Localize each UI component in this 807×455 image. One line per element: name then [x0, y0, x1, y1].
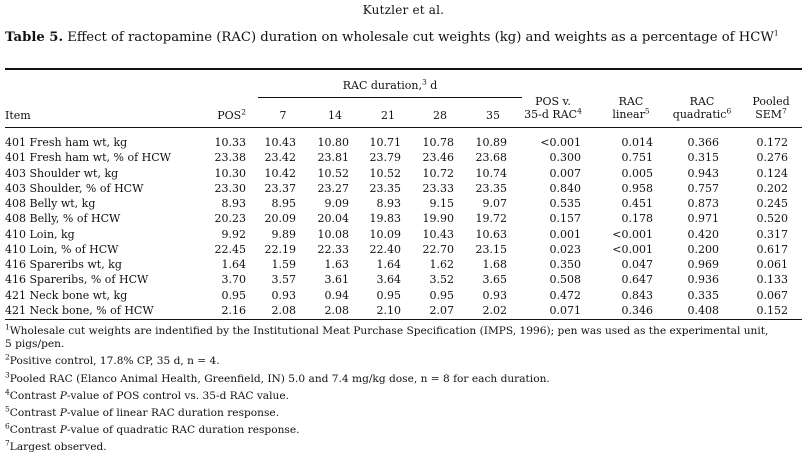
duration-header-28: 28 — [433, 109, 447, 122]
cell-d21: 22.40 — [369, 242, 401, 256]
cell-posv: 0.001 — [549, 227, 581, 241]
footnote-2: $^2$Positive control, 17.8% CP, 35 d, n = 4. — [5, 352, 220, 367]
cell-pos: 23.38 — [214, 151, 246, 165]
row-item-label: 401 Fresh ham wt, kg — [5, 136, 128, 149]
row-item-label: 408 Belly, % of HCW — [5, 212, 121, 226]
cell-posv: 0.535 — [549, 197, 581, 210]
cell-d14: 3.61 — [324, 273, 349, 287]
cell-d7: 3.57 — [271, 273, 296, 287]
cell-d35: 23.35 — [475, 181, 507, 195]
cell-sem: 0.245 — [756, 197, 788, 210]
pos-vs-header-line2: 35-d RAC$^4$ — [524, 106, 582, 121]
row-item-label: 410 Loin, % of HCW — [5, 242, 119, 256]
cell-sem: 0.133 — [756, 273, 788, 287]
cell-pos: 2.16 — [221, 303, 246, 317]
row-item-label: 416 Spareribs wt, kg — [5, 258, 122, 271]
cell-d14: 2.08 — [324, 303, 349, 317]
cell-d35: 10.74 — [475, 166, 507, 180]
cell-quad: 0.969 — [687, 258, 719, 271]
rac-duration-underline — [258, 97, 522, 98]
cell-pos: 3.70 — [221, 273, 246, 287]
cell-sem: 0.172 — [756, 136, 788, 149]
cell-d21: 19.83 — [369, 212, 401, 226]
sem-header-line1: Pooled — [752, 95, 790, 108]
cell-d7: 23.37 — [264, 181, 296, 195]
cell-posv: 0.472 — [549, 288, 581, 302]
cell-d7: 23.42 — [264, 151, 296, 165]
cell-lin: 0.751 — [621, 151, 653, 165]
cell-d14: 0.94 — [324, 288, 349, 302]
row-item-label: 401 Fresh ham wt, % of HCW — [5, 151, 171, 165]
bottom-rule — [5, 319, 802, 320]
cell-sem: 0.617 — [756, 242, 788, 256]
cell-sem: 0.276 — [756, 151, 788, 165]
cell-d35: 10.63 — [475, 227, 507, 241]
cell-lin: <0.001 — [612, 227, 653, 241]
duration-header-35: 35 — [486, 109, 500, 122]
cell-d21: 1.64 — [376, 258, 401, 271]
cell-d35: 2.02 — [482, 303, 507, 317]
header-rule — [5, 127, 802, 128]
cell-pos: 23.30 — [214, 181, 246, 195]
table-caption — [5, 30, 802, 46]
cell-posv: 0.840 — [549, 181, 581, 195]
cell-d28: 3.52 — [429, 273, 454, 287]
row-item-label: 421 Neck bone wt, kg — [5, 288, 128, 302]
cell-lin: 0.005 — [621, 166, 653, 180]
cell-d28: 19.90 — [422, 212, 454, 226]
pos-header: POS$^2$ — [217, 107, 246, 122]
cell-pos: 1.64 — [221, 258, 246, 271]
cell-quad: 0.936 — [687, 273, 719, 287]
cell-d35: 3.65 — [482, 273, 507, 287]
cell-d28: 0.95 — [429, 288, 454, 302]
footnote-3: $^3$Pooled RAC (Elanco Animal Health, Greenfield, IN) 5.0 and 7.4 mg/kg dose, n = 8 for each duration. — [5, 370, 550, 385]
footnote-5: $^5$Contrast P-value of linear RAC duration response. — [5, 404, 280, 419]
cell-lin: 0.178 — [621, 212, 653, 226]
footnote-6: $^6$Contrast P-value of quadratic RAC duration response. — [5, 421, 300, 436]
cell-lin: 0.843 — [621, 288, 653, 302]
cell-d28: 23.33 — [422, 181, 454, 195]
cell-pos: 8.93 — [221, 197, 246, 210]
cell-sem: 0.124 — [756, 166, 788, 180]
caption-footnote-mark: 1 — [773, 28, 779, 38]
cell-d28: 10.43 — [422, 227, 454, 241]
cell-sem: 0.061 — [756, 258, 788, 271]
cell-d35: 0.93 — [482, 288, 507, 302]
cell-quad: 0.943 — [687, 166, 719, 180]
linear-header-line1: RAC — [618, 95, 644, 108]
footnote-7: $^7$Largest observed. — [5, 438, 107, 453]
cell-d21: 8.93 — [376, 197, 401, 210]
cell-quad: 0.366 — [687, 136, 719, 149]
cell-pos: 20.23 — [214, 212, 246, 226]
cell-d21: 10.52 — [369, 166, 401, 180]
cell-posv: 0.157 — [549, 212, 581, 226]
cell-d14: 10.52 — [317, 166, 349, 180]
cell-pos: 22.45 — [214, 242, 246, 256]
row-item-label: 410 Loin, kg — [5, 227, 75, 241]
sem-header-line2: SEM$^7$ — [755, 106, 787, 121]
cell-d7: 20.09 — [264, 212, 296, 226]
cell-d28: 10.72 — [422, 166, 454, 180]
cell-quad: 0.873 — [687, 197, 719, 210]
cell-d28: 9.15 — [429, 197, 454, 210]
cell-d14: 9.09 — [324, 197, 349, 210]
cell-pos: 9.92 — [221, 227, 246, 241]
footnote-4: $^4$Contrast P-value of POS control vs. 35-d RAC value. — [5, 387, 289, 402]
cell-d28: 10.78 — [422, 136, 454, 149]
cell-d35: 10.89 — [475, 136, 507, 149]
duration-header-7: 7 — [279, 109, 287, 122]
cell-d7: 10.42 — [264, 166, 296, 180]
cell-d7: 1.59 — [271, 258, 296, 271]
cell-lin: 0.958 — [621, 181, 653, 195]
rac-duration-header: RAC duration,$^3$ d — [342, 77, 438, 92]
cell-pos: 0.95 — [221, 288, 246, 302]
cell-d28: 1.62 — [429, 258, 454, 271]
cell-posv: 0.023 — [549, 242, 581, 256]
row-item-label: 416 Spareribs, % of HCW — [5, 273, 149, 287]
duration-header-14: 14 — [328, 109, 342, 122]
cell-d14: 23.27 — [317, 181, 349, 195]
cell-d14: 22.33 — [317, 242, 349, 256]
cell-sem: 0.067 — [756, 288, 788, 302]
cell-sem: 0.202 — [756, 181, 788, 195]
cell-d7: 2.08 — [271, 303, 296, 317]
cell-d35: 19.72 — [475, 212, 507, 226]
cell-posv: 0.007 — [549, 166, 581, 180]
cell-quad: 0.971 — [687, 212, 719, 226]
cell-d21: 23.35 — [369, 181, 401, 195]
cell-d28: 2.07 — [429, 303, 454, 317]
cell-pos: 10.30 — [214, 166, 246, 180]
cell-posv: 0.071 — [549, 303, 581, 317]
cell-quad: 0.757 — [687, 181, 719, 195]
linear-header-line2: linear$^5$ — [612, 106, 650, 121]
quad-header-line1: RAC — [689, 95, 715, 108]
cell-sem: 0.152 — [756, 303, 788, 317]
cell-posv: 0.508 — [549, 273, 581, 287]
cell-quad: 0.420 — [687, 227, 719, 241]
cell-d21: 3.64 — [376, 273, 401, 287]
cell-quad: 0.200 — [687, 242, 719, 256]
pos-vs-header-line1: POS v. — [535, 95, 571, 108]
cell-d35: 9.07 — [482, 197, 507, 210]
cell-d7: 0.93 — [271, 288, 296, 302]
cell-posv: <0.001 — [540, 136, 581, 149]
cell-d14: 20.04 — [317, 212, 349, 226]
cell-d21: 23.79 — [369, 151, 401, 165]
cell-pos: 10.33 — [214, 136, 246, 149]
cell-lin: 0.451 — [621, 197, 653, 210]
cell-d7: 22.19 — [264, 242, 296, 256]
footnote-1: $^1$Wholesale cut weights are indentified by the Institutional Meat Purchase Specification (IMPS, 1996); pen was used as the experimental unit, 5 pigs/pen. — [5, 322, 769, 350]
caption-text: Effect of ractopamine (RAC) duration on wholesale cut weights (kg) and weights as a percentage of HCW — [63, 30, 774, 45]
duration-header-21: 21 — [381, 109, 395, 122]
cell-lin: 0.647 — [621, 273, 653, 287]
cell-d21: 2.10 — [376, 303, 401, 317]
cell-lin: 0.047 — [621, 258, 653, 271]
cell-quad: 0.315 — [687, 151, 719, 165]
cell-d7: 8.95 — [271, 197, 296, 210]
cell-d14: 23.81 — [317, 151, 349, 165]
cell-d7: 10.43 — [264, 136, 296, 149]
cell-d28: 23.46 — [422, 151, 454, 165]
cell-sem: 0.520 — [756, 212, 788, 226]
cell-lin: 0.346 — [621, 303, 653, 317]
cell-posv: 0.350 — [549, 258, 581, 271]
top-rule — [5, 68, 802, 70]
quad-header-line2: quadratic$^6$ — [672, 106, 732, 121]
cell-d14: 1.63 — [324, 258, 349, 271]
cell-quad: 0.408 — [687, 303, 719, 317]
cell-d28: 22.70 — [422, 242, 454, 256]
cell-d14: 10.08 — [317, 227, 349, 241]
cell-d35: 1.68 — [482, 258, 507, 271]
running-head: Kutzler et al. — [362, 3, 445, 17]
cell-d35: 23.68 — [475, 151, 507, 165]
row-item-label: 421 Neck bone, % of HCW — [5, 303, 154, 317]
cell-d21: 10.71 — [369, 136, 401, 149]
cell-lin: <0.001 — [612, 242, 653, 256]
cell-d35: 23.15 — [475, 242, 507, 256]
table-label: Table 5. — [5, 30, 64, 45]
cell-d14: 10.80 — [317, 136, 349, 149]
cell-quad: 0.335 — [687, 288, 719, 302]
row-item-label: 403 Shoulder, % of HCW — [5, 181, 144, 195]
cell-sem: 0.317 — [756, 227, 788, 241]
cell-d21: 10.09 — [369, 227, 401, 241]
item-header: Item — [5, 109, 31, 122]
cell-lin: 0.014 — [621, 136, 653, 149]
row-item-label: 403 Shoulder wt, kg — [5, 166, 119, 180]
row-item-label: 408 Belly wt, kg — [5, 197, 96, 210]
cell-d7: 9.89 — [271, 227, 296, 241]
cell-posv: 0.300 — [549, 151, 581, 165]
cell-d21: 0.95 — [376, 288, 401, 302]
